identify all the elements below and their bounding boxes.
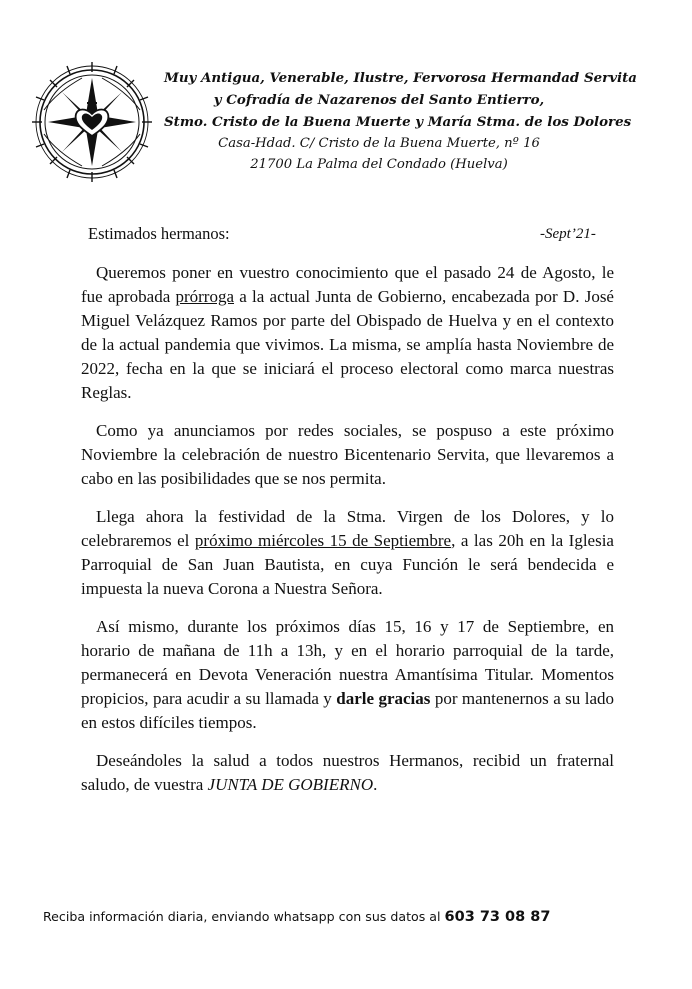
header-line-2: y Cofradía de Nazarenos del Santo Entierro,	[213, 92, 545, 108]
footer-phone: 603 73 08 87	[444, 909, 551, 925]
paragraph-4	[81, 615, 614, 735]
paragraph-4-text: Así mismo, durante los próximos días 15, 16 y 17 de Septiembre, en horario de mañana de 11h a 13h, y en el horario parroquial de la tarde, permanecerá en Devota Veneración nuestra Amantísima Titular. Momentos propicios, para acudir a su llamada y	[81, 617, 614, 708]
signature-junta: JUNTA DE GOBIERNO	[207, 775, 374, 794]
header-line-3: Stmo. Cristo de la Buena Muerte y María Stma. de los Dolores	[164, 114, 632, 130]
paragraph-4-text-end: por mantenernos a su lado en estos difíciles tiempos.	[81, 689, 615, 732]
footer-whatsapp	[43, 909, 550, 925]
header-address-2: 21700 La Palma del Condado (Huelva)	[250, 157, 508, 172]
brotherhood-header	[164, 67, 637, 175]
paragraph-2: Como ya anunciamos por redes sociales, se pospuso a este próximo Noviembre la celebración de nuestro Bicentenario Servita, que llevaremos a cabo en las posibilidades que se nos permita.	[81, 421, 614, 488]
crown-of-thorns-cross-heart-icon	[22, 52, 162, 192]
paragraph-3-text: Llega ahora la festividad de la Stma. Virgen de los Dolores, y lo celebraremos el	[81, 507, 614, 550]
footer-text: Reciba información diaria, enviando whatsapp con sus datos al	[43, 909, 445, 924]
underlined-prorroga: prórroga	[175, 287, 235, 306]
letter-body	[81, 261, 614, 811]
bold-darle-gracias: darle gracias	[336, 689, 431, 708]
paragraph-1-text: Queremos poner en vuestro conocimiento que el pasado 24 de Agosto, le fue aprobada	[81, 263, 614, 306]
paragraph-5	[81, 749, 614, 797]
letter-date: -Sept’21-	[540, 226, 596, 242]
greeting: Estimados hermanos:	[88, 224, 230, 243]
paragraph-5-text-end: .	[373, 775, 378, 794]
header-line-1: Muy Antigua, Venerable, Ilustre, Fervorosa Hermandad Servita	[164, 70, 637, 86]
paragraph-3	[81, 505, 614, 601]
paragraph-1-text-end: a la actual Junta de Gobierno, encabezada por D. José Miguel Velázquez Ramos por parte del Obispado de Huelva y en el contexto de la actual pandemia que vivimos. La misma, se amplía hasta Noviembre de 2022, fecha en la que se iniciará el proceso electoral como marca nuestras Reglas.	[81, 287, 614, 402]
underlined-date: próximo miércoles 15 de Septiembre	[194, 531, 452, 550]
paragraph-5-text: Deseándoles la salud a todos nuestros Hermanos, recibid un fraternal saludo, de vuestra	[81, 751, 614, 794]
header-address-1: Casa-Hdad. C/ Cristo de la Buena Muerte, nº 16	[218, 136, 540, 151]
paragraph-1	[81, 261, 614, 405]
paragraph-3-text-end: , a las 20h en la Iglesia Parroquial de San Juan Bautista, en cuya Función le será bendecida e impuesta la nueva Corona a Nuestra Señora.	[81, 531, 614, 598]
